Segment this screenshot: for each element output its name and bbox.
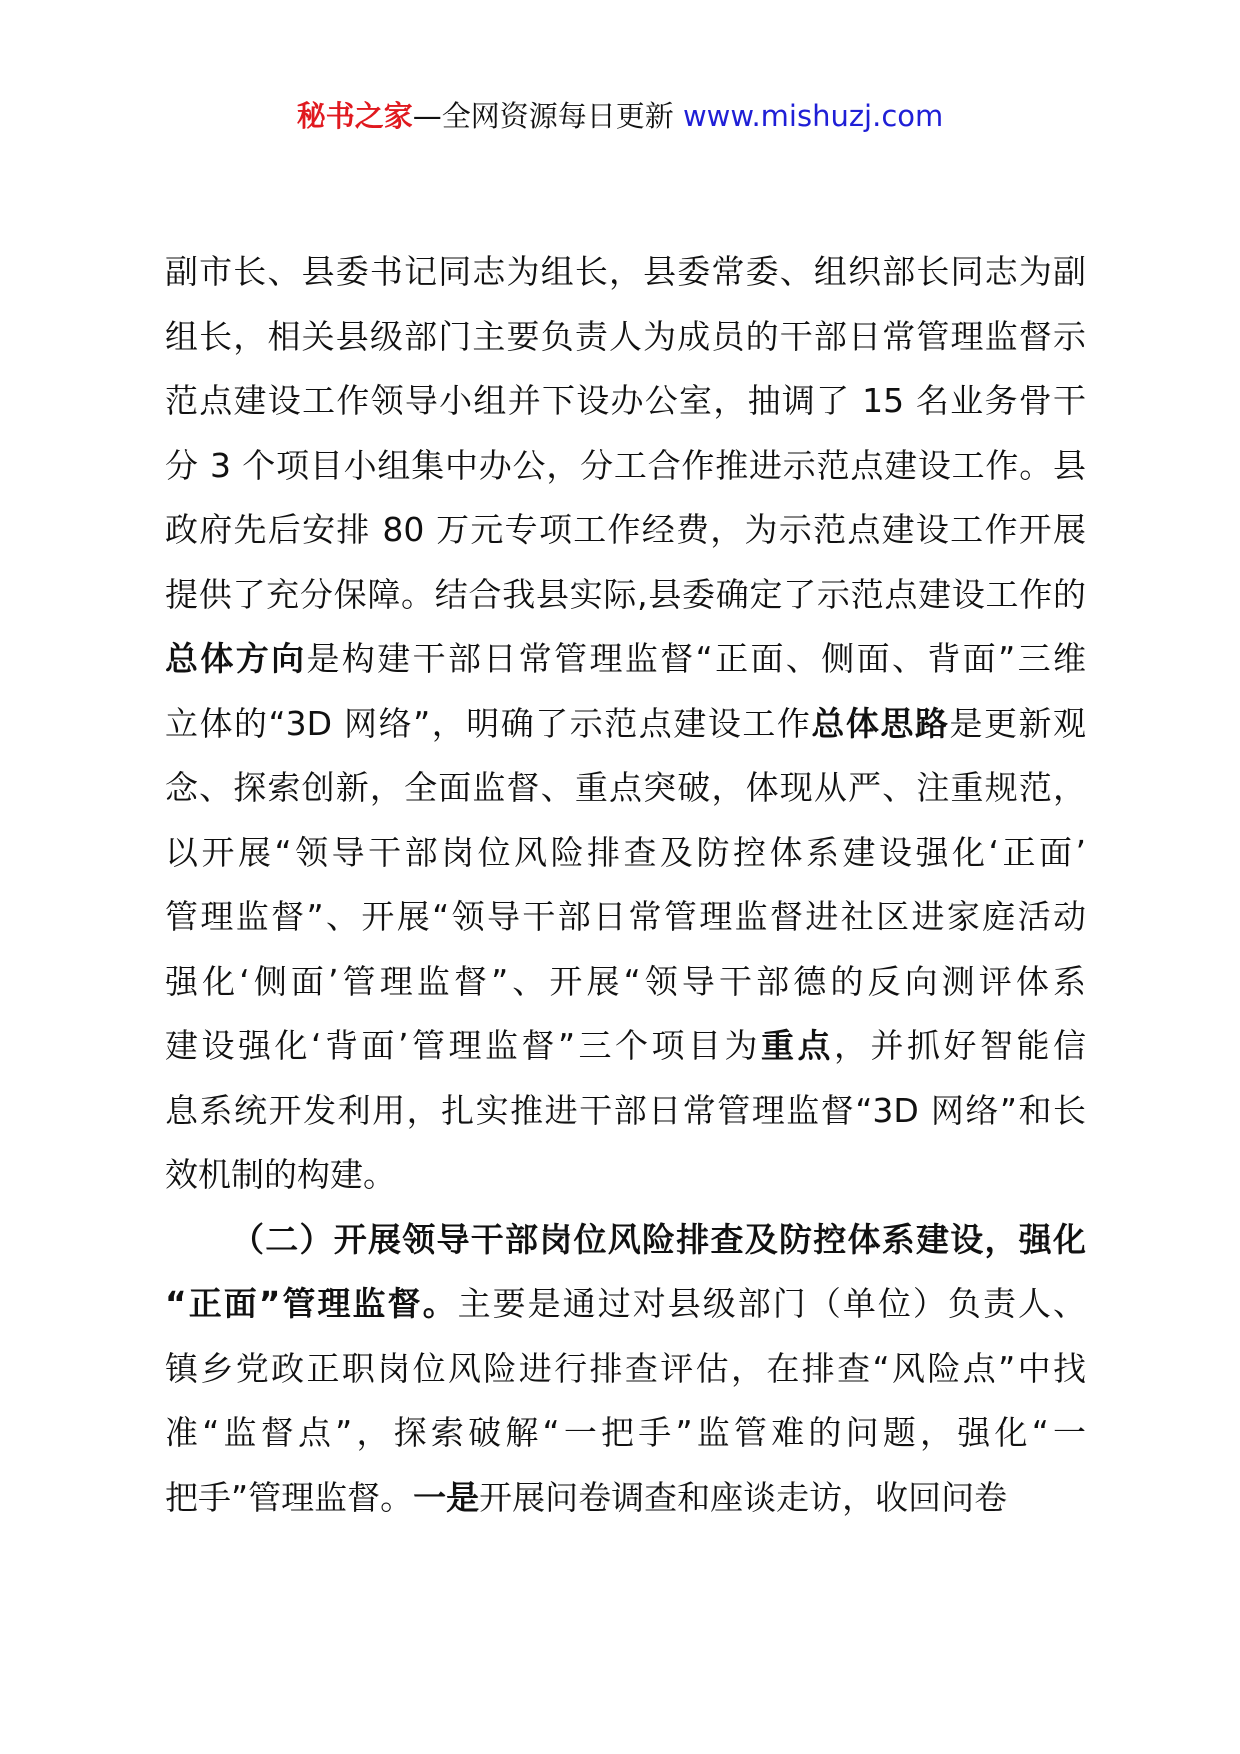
bold-text-run: 总体思路 bbox=[811, 703, 950, 743]
text-line bbox=[165, 692, 1086, 757]
text-line bbox=[165, 627, 1086, 692]
text-run: 分 3 个项目小组集中办公，分工合作推进示范点建设工作。县 bbox=[165, 445, 1086, 485]
text-line bbox=[165, 1208, 1086, 1273]
text-line bbox=[165, 1466, 1086, 1531]
text-line bbox=[165, 1401, 1086, 1466]
text-run: 副市长、县委书记同志为组长，县委常委、组织部长同志为副 bbox=[165, 252, 1086, 291]
text-run: 是构建干部日常管理监督“正面、侧面、背面”三维 bbox=[306, 639, 1086, 678]
bold-text-run: 重点 bbox=[761, 1026, 835, 1065]
text-run: 立体的“3D 网络”，明确了示范点建设工作 bbox=[165, 703, 812, 743]
text-line bbox=[165, 369, 1086, 434]
text-line bbox=[165, 434, 1086, 499]
text-line bbox=[165, 885, 1086, 950]
text-run: 是更新观 bbox=[949, 703, 1087, 743]
text-run: 建设强化‘背面’管理监督”三个项目为 bbox=[165, 1026, 762, 1065]
header-tagline: —全网资源每日更新 bbox=[412, 99, 683, 133]
text-run: 主要是通过对县级部门（单位）负责人、 bbox=[457, 1284, 1086, 1323]
text-run: 把手”管理监督。 bbox=[165, 1477, 414, 1517]
page-header bbox=[0, 96, 1240, 136]
bold-text-run: 总体方向 bbox=[165, 639, 307, 678]
text-run: 效机制的构建。 bbox=[165, 1155, 396, 1194]
text-line bbox=[165, 498, 1086, 563]
text-line bbox=[165, 950, 1086, 1015]
text-line bbox=[165, 1272, 1086, 1337]
text-run: 政府先后安排 80 万元专项工作经费，为示范点建设工作开展 bbox=[165, 510, 1086, 549]
bold-text-run: “正面”管理监督。 bbox=[165, 1284, 458, 1323]
text-line bbox=[165, 821, 1086, 886]
text-run: 范点建设工作领导小组并下设办公室，抽调了 15 名业务骨干 bbox=[165, 381, 1086, 420]
text-run: 念、探索创新，全面监督、重点突破，体现从严、注重规范， bbox=[165, 768, 1086, 807]
text-line bbox=[165, 563, 1086, 628]
text-line bbox=[165, 1079, 1086, 1144]
text-run: ，并抓好智能信 bbox=[834, 1026, 1087, 1065]
text-line bbox=[165, 1143, 1086, 1208]
text-line bbox=[165, 1014, 1086, 1079]
text-line bbox=[165, 240, 1086, 305]
site-url-link[interactable]: www.mishuzj.com bbox=[682, 99, 944, 133]
bold-text-run: （二）开展领导干部岗位风险排查及防控体系建设，强化 bbox=[231, 1219, 1086, 1259]
text-run: 提供了充分保障。结合我县实际,县委确定了示范点建设工作的 bbox=[165, 574, 1086, 614]
bold-text-run: 一是 bbox=[413, 1477, 480, 1517]
text-run: 准“监督点”，探索破解“一把手”监管难的问题，强化“一 bbox=[165, 1413, 1086, 1452]
text-run: 以开展“领导干部岗位风险排查及防控体系建设强化‘正面’ bbox=[165, 832, 1086, 872]
site-brand: 秘书之家 bbox=[296, 99, 413, 133]
text-run: 组长，相关县级部门主要负责人为成员的干部日常管理监督示 bbox=[165, 316, 1086, 356]
text-run: 镇乡党政正职岗位风险进行排查评估，在排查“风险点”中找 bbox=[165, 1348, 1086, 1388]
text-line bbox=[165, 756, 1086, 821]
text-line bbox=[165, 305, 1086, 370]
document-body bbox=[165, 240, 1086, 1530]
text-run: 息系统开发利用，扎实推进干部日常管理监督“3D 网络”和长 bbox=[165, 1090, 1086, 1130]
text-run: 管理监督”、开展“领导干部日常管理监督进社区进家庭活动 bbox=[165, 897, 1086, 936]
text-run: 开展问卷调查和座谈走访，收回问卷 bbox=[479, 1477, 1008, 1517]
text-run: 强化‘侧面’管理监督”、开展“领导干部德的反向测评体系 bbox=[165, 961, 1086, 1001]
text-line bbox=[165, 1337, 1086, 1402]
